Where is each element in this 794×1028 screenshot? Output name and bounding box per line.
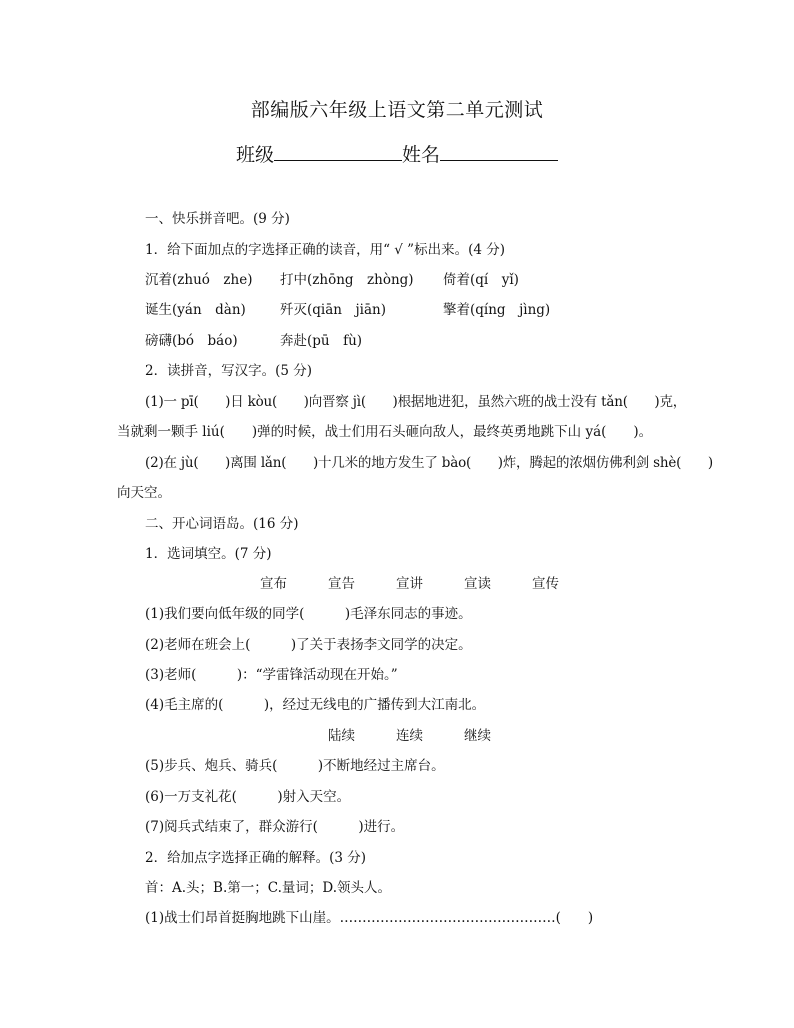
class-name-line <box>0 140 794 167</box>
q2-paragraph-2-line-2: 向天空。 <box>117 485 171 501</box>
pinyin-item[interactable]: 沉着(zhuó zhe) <box>145 272 253 288</box>
section-2-heading: 二、开心词语岛。(16 分) <box>145 516 299 532</box>
q4-item-1[interactable]: (1)战士们昂首挺胸地跳下山崖。…………………………………………( ) <box>145 910 594 926</box>
fill-item[interactable]: (6)一万支礼花( )射入天空。 <box>145 789 351 805</box>
pinyin-item[interactable]: 擎着(qíng jìng) <box>443 302 551 318</box>
section-1-heading: 一、快乐拼音吧。(9 分) <box>145 211 290 227</box>
pinyin-item[interactable]: 歼灭(qiān jiān) <box>280 302 386 318</box>
pinyin-item[interactable]: 打中(zhōng zhòng) <box>280 272 414 288</box>
question-1-text: 1．给下面加点的字选择正确的读音，用“ √ ”标出来。(4 分) <box>145 242 505 258</box>
name-blank[interactable] <box>440 142 558 161</box>
pinyin-item[interactable]: 倚着(qí yǐ) <box>443 272 519 288</box>
name-label: 姓名 <box>402 144 441 166</box>
q2-paragraph-1-line-1[interactable]: (1)一 pī( )日 kòu( )向晋察 jì( )根据地进犯，虽然六班的战士没有 tǎn( )克， <box>145 394 687 410</box>
page-title: 部编版六年级上语文第二单元测试 <box>250 99 544 121</box>
word-option: 宣讲 <box>396 576 423 592</box>
q2-paragraph-2-line-1[interactable]: (2)在 jù( )离围 lǎn( )十几米的地方发生了 bào( )炸，腾起的浓烟仿佛利剑 shè( ) <box>145 455 713 471</box>
q2-paragraph-1-line-2[interactable]: 当就剩一颗手 liú( )弹的时候，战士们用石头砸向敌人，最终英勇地跳下山 yá( )。 <box>117 424 653 440</box>
fill-item[interactable]: (4)毛主席的( )，经过无线电的广播传到大江南北。 <box>145 697 486 713</box>
q4-options: 首：A.头；B.第一；C.量词；D.领头人。 <box>145 880 392 896</box>
fill-item[interactable]: (5)步兵、炮兵、骑兵( )不断地经过主席台。 <box>145 758 445 774</box>
pinyin-item[interactable]: 诞生(yán dàn) <box>145 302 246 318</box>
word-option: 继续 <box>464 728 491 744</box>
class-label: 班级 <box>235 144 274 166</box>
fill-item[interactable]: (1)我们要向低年级的同学( )毛泽东同志的事迹。 <box>145 606 472 622</box>
word-option: 宣布 <box>260 576 287 592</box>
word-option: 连续 <box>396 728 423 744</box>
word-option: 宣传 <box>532 576 559 592</box>
word-option: 陆续 <box>328 728 355 744</box>
question-3-text: 1．选词填空。(7 分) <box>145 546 272 562</box>
question-4-text: 2．给加点字选择正确的解释。(3 分) <box>145 850 367 866</box>
question-2-text: 2．读拼音，写汉字。(5 分) <box>145 363 313 379</box>
fill-item[interactable]: (7)阅兵式结束了，群众游行( )进行。 <box>145 819 405 835</box>
fill-item[interactable]: (3)老师( )：“学雷锋活动现在开始。” <box>145 667 398 683</box>
word-option: 宣读 <box>464 576 491 592</box>
pinyin-item[interactable]: 奔赴(pū fù) <box>280 333 363 349</box>
class-blank[interactable] <box>274 142 402 161</box>
pinyin-item[interactable]: 磅礴(bó báo) <box>145 333 238 349</box>
fill-item[interactable]: (2)老师在班会上( )了关于表扬李文同学的决定。 <box>145 637 472 653</box>
word-option: 宣告 <box>328 576 355 592</box>
